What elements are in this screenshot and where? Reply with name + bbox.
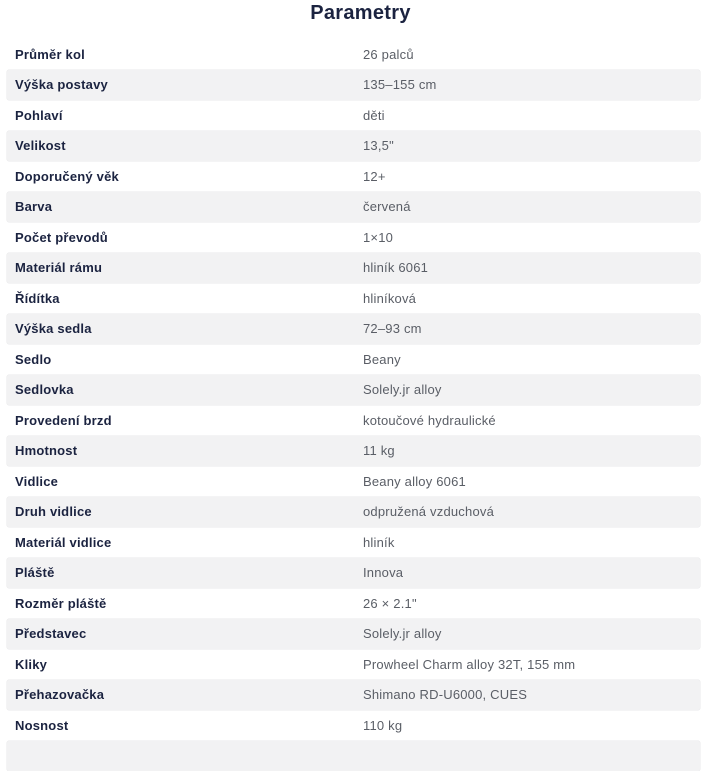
table-row — [7, 222, 700, 253]
row-label: Hmotnost — [7, 443, 363, 458]
row-label: Výška postavy — [7, 77, 363, 92]
table-row — [7, 405, 700, 436]
table-row-partial — [7, 741, 700, 771]
row-label: Počet převodů — [7, 230, 363, 245]
row-value: 135–155 cm — [363, 77, 700, 92]
row-value: 26 palců — [363, 47, 700, 62]
row-label: Průměr kol — [7, 47, 363, 62]
row-value: Innova — [363, 565, 700, 580]
row-value: 26 × 2.1" — [363, 596, 700, 611]
row-value: děti — [363, 108, 700, 123]
table-row — [7, 588, 700, 619]
row-value: 13,5" — [363, 138, 700, 153]
row-value: Beany alloy 6061 — [363, 474, 700, 489]
row-value: hliník 6061 — [363, 260, 700, 275]
row-label: Rozměr pláště — [7, 596, 363, 611]
row-label: Přehazovačka — [7, 687, 363, 702]
table-row — [7, 558, 700, 589]
table-row — [7, 497, 700, 528]
row-label: Druh vidlice — [7, 504, 363, 519]
row-value: 72–93 cm — [363, 321, 700, 336]
table-row — [7, 314, 700, 345]
table-row — [7, 161, 700, 192]
table-row — [7, 649, 700, 680]
row-value: 1×10 — [363, 230, 700, 245]
row-label: Nosnost — [7, 718, 363, 733]
row-value: Shimano RD-U6000, CUES — [363, 687, 700, 702]
row-label: Sedlo — [7, 352, 363, 367]
row-label: Kliky — [7, 657, 363, 672]
table-row — [7, 131, 700, 162]
row-label: Výška sedla — [7, 321, 363, 336]
table-row — [7, 39, 700, 70]
table-row — [7, 710, 700, 741]
table-row — [7, 527, 700, 558]
row-label: Velikost — [7, 138, 363, 153]
table-row — [7, 466, 700, 497]
table-row — [7, 344, 700, 375]
table-row — [7, 436, 700, 467]
table-row — [7, 192, 700, 223]
row-value: odpružená vzduchová — [363, 504, 700, 519]
row-label: Doporučený věk — [7, 169, 363, 184]
row-value: Prowheel Charm alloy 32T, 155 mm — [363, 657, 700, 672]
row-value: hliníková — [363, 291, 700, 306]
page-title: Parametry — [0, 0, 721, 25]
table-row — [7, 70, 700, 101]
row-value: Solely.jr alloy — [363, 382, 700, 397]
row-label: Pohlaví — [7, 108, 363, 123]
row-value: 11 kg — [363, 443, 700, 458]
row-label: Provedení brzd — [7, 413, 363, 428]
row-value: Beany — [363, 352, 700, 367]
row-label: Řídítka — [7, 291, 363, 306]
row-value: Solely.jr alloy — [363, 626, 700, 641]
parameters-table — [0, 39, 721, 771]
row-label: Pláště — [7, 565, 363, 580]
row-value: 110 kg — [363, 718, 700, 733]
table-row — [7, 283, 700, 314]
row-value: 12+ — [363, 169, 700, 184]
row-value: červená — [363, 199, 700, 214]
row-label: Barva — [7, 199, 363, 214]
row-value: kotoučové hydraulické — [363, 413, 700, 428]
table-row — [7, 100, 700, 131]
table-row — [7, 619, 700, 650]
row-value: hliník — [363, 535, 700, 550]
table-row — [7, 680, 700, 711]
table-row — [7, 375, 700, 406]
row-label: Představec — [7, 626, 363, 641]
row-label: Materiál vidlice — [7, 535, 363, 550]
row-label: Materiál rámu — [7, 260, 363, 275]
row-label: Sedlovka — [7, 382, 363, 397]
row-label: Vidlice — [7, 474, 363, 489]
table-row — [7, 253, 700, 284]
